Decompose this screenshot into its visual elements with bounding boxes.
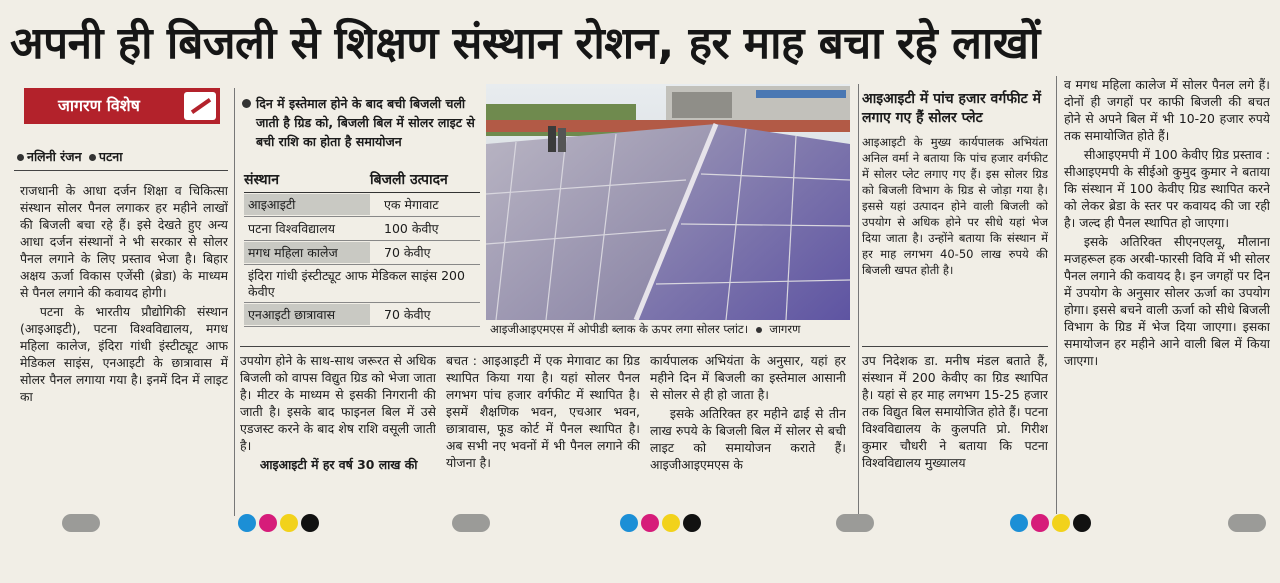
col4-para-2: इसके अतिरिक्त हर महीने ढाई से तीन लाख रुपये के बिजली बिल में सोलर से बची लाइट को समायोजन कराते हैं। आइजीआइएमएस के — [650, 406, 846, 472]
byline-rule — [14, 170, 228, 171]
col4-para-1: कार्यपालक अभियंता के अनुसार, यहां हर महीने दिन में बिजली का इस्तेमाल आसानी से सोलर से ही हो जाता है। — [650, 353, 846, 402]
col2-para-1: उपयोग होने के साथ-साथ जरूरत से अधिक बिजली को वापस विद्युत ग्रिड को भेजा जाता है। मीटर के माध्यम से इसकी निगरानी की जाती है। इसके बाद फाइनल बिल में उसे एडजस्ट करने के बाद शेष राशि वसूली जाती है। — [240, 353, 436, 453]
reg-mark-magenta — [1031, 514, 1049, 532]
pen-icon — [184, 92, 216, 120]
header-institution: संस्थान — [244, 172, 279, 188]
headline: अपनी ही बिजली से शिक्षण संस्थान रोशन, हर माह बचा रहे लाखों — [10, 18, 1040, 69]
reg-mark-cyan — [620, 514, 638, 532]
bullet-icon — [242, 99, 251, 108]
byline-name: नलिनी रंजन — [27, 149, 82, 164]
section-rule — [240, 346, 850, 347]
jagran-vishesh-badge — [24, 88, 220, 124]
caption-text: आइजीआइएमएस में ओपीडी ब्लाक के ऊपर लगा सोलर प्लांट। — [490, 322, 749, 336]
row-value: 100 केवीए — [384, 221, 439, 236]
box-right-text: आइआइटी के मुख्य कार्यपालक अभियंता अनिल वर्मा ने बताया कि पांच हजार वर्गफीट में सोलर प्लेट लगाए गए हैं। इस सोलर ग्रिड को बिजली विभाग के ग्रिड से जोड़ा गया है। इससे यहां उत्पादन होने वाली बिजली को उपयोग से अधिक होने पर सीधे यहां भेज दिया जाता है। उन्होंने बताया कि संस्थान में हर माह लगभग 40-50 लाख रुपये की बिजली खपत होती है। — [862, 135, 1048, 277]
photo-caption — [490, 322, 850, 337]
col6-para-3: इसके अतिरिक्त सीएनएलयू, मौलाना मजहरूल हक अरबी-फारसी विवि में भी सोलर पैनल लगाने की कवायद है। इन जगहों पर दिन में उपयोग के अनुसार सोलर ऊर्जा का उपयोग होगा। इससे बचने वाली ऊर्जा को सीधे बिजली विभाग के ग्रिड में भेज दिया जाएगा। इसका समायोजन हर महीने आने वाली बिल में किया जाएगा। — [1064, 234, 1270, 368]
column-6 — [1064, 76, 1270, 514]
registration-pill — [62, 514, 100, 532]
byline — [14, 148, 122, 165]
reg-mark-cyan — [238, 514, 256, 532]
table-header — [244, 170, 480, 193]
bullet-icon — [17, 154, 24, 161]
bullet-icon — [89, 154, 96, 161]
col2-para-2: आइआइटी में हर वर्ष 30 लाख की — [259, 457, 418, 472]
reg-mark-magenta — [259, 514, 277, 532]
box-right-body — [862, 134, 1048, 338]
row-name: एनआइटी छात्रावास — [244, 304, 370, 325]
column-3 — [446, 352, 640, 514]
registration-pill — [836, 514, 874, 532]
caption-credit: जागरण — [769, 322, 801, 336]
reg-mark-yellow — [280, 514, 298, 532]
reg-mark-black — [1073, 514, 1091, 532]
row-value: एक मेगावाट — [384, 197, 439, 212]
bullet-icon — [756, 327, 762, 333]
section-rule — [862, 346, 1048, 347]
col5-para-1: उप निदेशक डा. मनीष मंडल बताते हैं, संस्थान में 200 केवीए का ग्रिड स्थापित है। यहां से हर माह लगभग 15-25 हजार तक विद्युत बिल समायोजित होते हैं। पटना विश्वविद्यालय के कुलपति प्रो. गिरीश कुमार चौधरी ने बताया कि पटना विश्वविद्यालय मुख्यालय — [862, 353, 1048, 470]
solar-panel-illustration — [486, 84, 850, 320]
table-row — [244, 217, 480, 241]
column-divider — [1056, 76, 1057, 514]
byline-city: पटना — [98, 149, 123, 164]
table-row — [244, 303, 480, 327]
table-row — [244, 193, 480, 217]
registration-pill — [1228, 514, 1266, 532]
production-table — [244, 170, 480, 327]
row-value: 70 केवीए — [384, 245, 431, 260]
table-row — [244, 241, 480, 265]
registration-marks — [620, 514, 701, 532]
lead-box — [240, 94, 478, 151]
col3-para-1: बचत : आइआइटी में एक मेगावाट का ग्रिड स्थापित किया गया है। यहां सोलर पैनल लगभग पांच हजार वर्गफीट में स्थापित है। इसमें शैक्षणिक भवन, एचआर भवन, छात्रावास, फूड कोर्ट में पैनल स्थापित है। अब सभी नए भवनों में भी पैनल लगाने की योजना है। — [446, 353, 640, 470]
column-divider — [234, 88, 235, 516]
row-name: आइआइटी — [244, 194, 370, 215]
reg-mark-magenta — [641, 514, 659, 532]
column-1 — [20, 182, 228, 512]
registration-pill — [452, 514, 490, 532]
col1-para-2: पटना के भारतीय प्रौद्योगिकी संस्थान (आइआइटी), पटना विश्वविद्यालय, मगध महिला कालेज, इंदिरा गांधी इंस्टीट्यूट आफ मेडिकल साइंस, एनआइटी के छात्रावास में सोलर पैनल लगाया गया है। इनमें दिन में लाइट का — [20, 304, 228, 404]
column-divider — [858, 84, 859, 514]
registration-marks — [1010, 514, 1091, 532]
row-name: मगध महिला कालेज — [244, 242, 370, 263]
reg-mark-yellow — [1052, 514, 1070, 532]
row-name: इंदिरा गांधी इंस्टीट्यूट आफ मेडिकल साइंस 200 केवीए — [248, 268, 465, 299]
column-2 — [240, 352, 436, 514]
row-value: 70 केवीए — [384, 307, 431, 322]
col1-para-1: राजधानी के आधा दर्जन शिक्षा व चिकित्सा संस्थान सोलर पैनल लगाकर हर महीने लाखों की बिजली बचा रहे हैं। इसे देखते हुए अन्य आधा दर्जन संस्थानों ने भी सरकार से सोलर पैनल लगाने के लिए प्रस्ताव भेजा है। बिहार अक्षय ऊर्जा विकास एजेंसी (ब्रेडा) के माध्यम से पैनल लगाने की कवायद होगी। — [20, 183, 228, 300]
column-5 — [862, 352, 1048, 514]
reg-mark-cyan — [1010, 514, 1028, 532]
col6-para-1: व मगध महिला कालेज में सोलर पैनल लगे हैं। दोनों ही जगहों पर काफी बिजली की बचत होने से अपने बिल में भी 10-20 हजार रुपये तक समायोजित होते हैं। — [1064, 77, 1270, 143]
reg-mark-black — [301, 514, 319, 532]
col6-para-2: सीआइएमपी में 100 केवीए ग्रिड प्रस्ताव : सीआइएमपी के सीईओ कुमुद कुमार ने बताया कि संस्थान में 100 केवीए ग्रिड स्थापित करने को लेकर ब्रेडा के स्तर पर कवायद की जा रही है। जल्द ही पैनल स्थापित हो जाएगा। — [1064, 147, 1270, 230]
reg-mark-black — [683, 514, 701, 532]
registration-marks — [238, 514, 319, 532]
box-right-title: आइआइटी में पांच हजार वर्गफीट में लगाए गए हैं सोलर प्लेट — [862, 91, 1041, 126]
lead-box-text: दिन में इस्तेमाल होने के बाद बची बिजली चली जाती है ग्रिड को, बिजली बिल में सोलर लाइट से बची राशि का होता है समायोजन — [256, 96, 475, 149]
solar-panel-photo — [486, 84, 850, 320]
row-name: पटना विश्वविद्यालय — [248, 221, 336, 236]
badge-label: जागरण विशेष — [58, 96, 140, 115]
table-row — [244, 265, 480, 303]
reg-mark-yellow — [662, 514, 680, 532]
column-4 — [650, 352, 846, 514]
header-production: बिजली उत्पादन — [370, 172, 448, 188]
